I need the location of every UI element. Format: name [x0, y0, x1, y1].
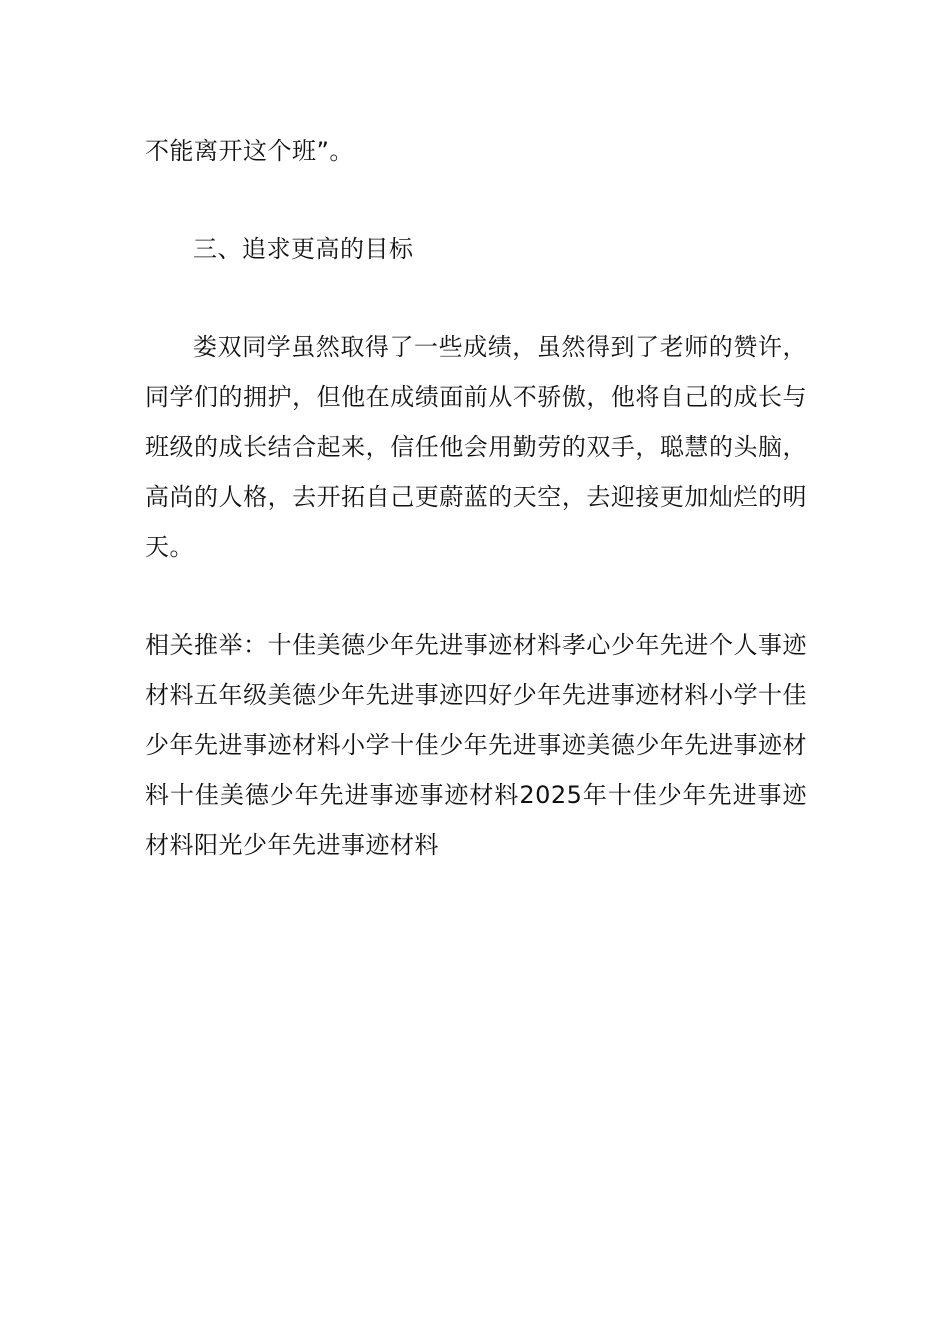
- body-paragraph: 娄双同学虽然取得了一些成绩，虽然得到了老师的赞许，同学们的拥护，但他在成绩面前从不骄傲，他将自己的成长与班级的成长结合起来，信任他会用勤劳的双手，聪慧的头脑，高尚的人格，去开拓自己更蔚蓝的天空，去迎接更加灿烂的明天。: [145, 333, 807, 561]
- section-heading: 三、追求更高的目标: [193, 235, 414, 263]
- document-content: [145, 126, 807, 870]
- intro-paragraph: 不能离开这个班”。: [145, 137, 354, 165]
- related-recommendations: 相关推举：十佳美德少年先进事迹材料孝心少年先进个人事迹材料五年级美德少年先进事迹四好少年先进事迹材料小学十佳少年先进事迹材料小学十佳少年先进事迹美德少年先进事迹材料十佳美德少年先进事迹事迹材料2025年十佳少年先进事迹材料阳光少年先进事迹材料: [145, 631, 807, 859]
